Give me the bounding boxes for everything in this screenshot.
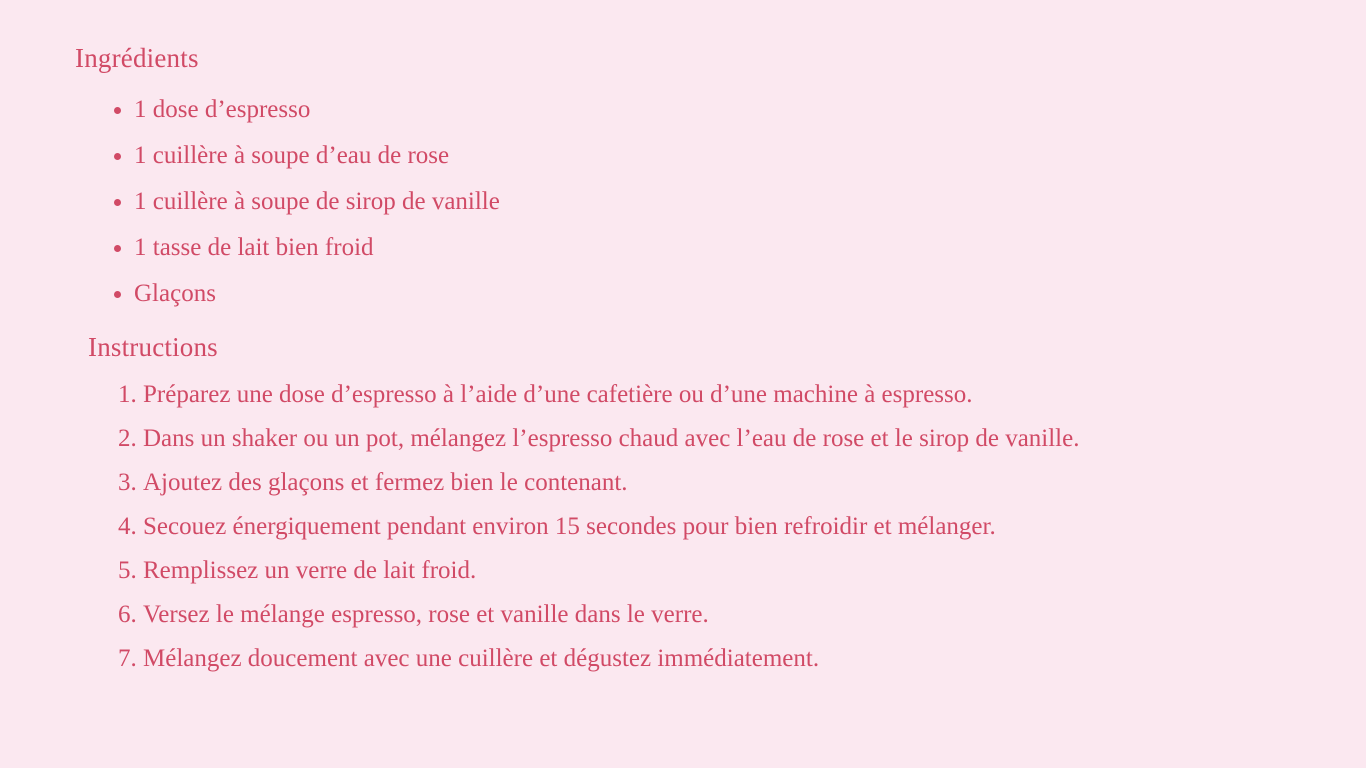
instructions-section bbox=[0, 331, 1366, 681]
instruction-item: 3. Ajoutez des glaçons et fermez bien le contenant. bbox=[143, 461, 1203, 505]
instruction-item: 1. Préparez une dose d’espresso à l’aide d’une cafetière ou d’une machine à espresso. bbox=[143, 373, 1203, 417]
instruction-item: 7. Mélangez doucement avec une cuillère et dégustez immédiatement. bbox=[143, 637, 1203, 681]
ingredients-section bbox=[0, 42, 1366, 317]
instruction-item: 4. Secouez énergiquement pendant environ 15 secondes pour bien refroidir et mélanger. bbox=[143, 505, 1203, 549]
ingredient-list bbox=[0, 87, 1366, 317]
ingredient-item: • 1 cuillère à soupe d’eau de rose bbox=[134, 133, 1366, 179]
ingredients-heading: Ingrédients bbox=[75, 43, 199, 73]
instruction-item: 5. Remplissez un verre de lait froid. bbox=[143, 549, 1203, 593]
instruction-item: 2. Dans un shaker ou un pot, mélangez l’espresso chaud avec l’eau de rose et le sirop de vanille. bbox=[143, 417, 1203, 461]
ingredient-item: • 1 tasse de lait bien froid bbox=[134, 225, 1366, 271]
instruction-item: 6. Versez le mélange espresso, rose et vanille dans le verre. bbox=[143, 593, 1203, 637]
instructions-heading: Instructions bbox=[88, 332, 218, 362]
ingredient-item: • 1 cuillère à soupe de sirop de vanille bbox=[134, 179, 1366, 225]
ingredient-item: • 1 dose d’espresso bbox=[134, 87, 1366, 133]
ingredient-item: • Glaçons bbox=[134, 271, 1366, 317]
instruction-list bbox=[0, 373, 1203, 681]
